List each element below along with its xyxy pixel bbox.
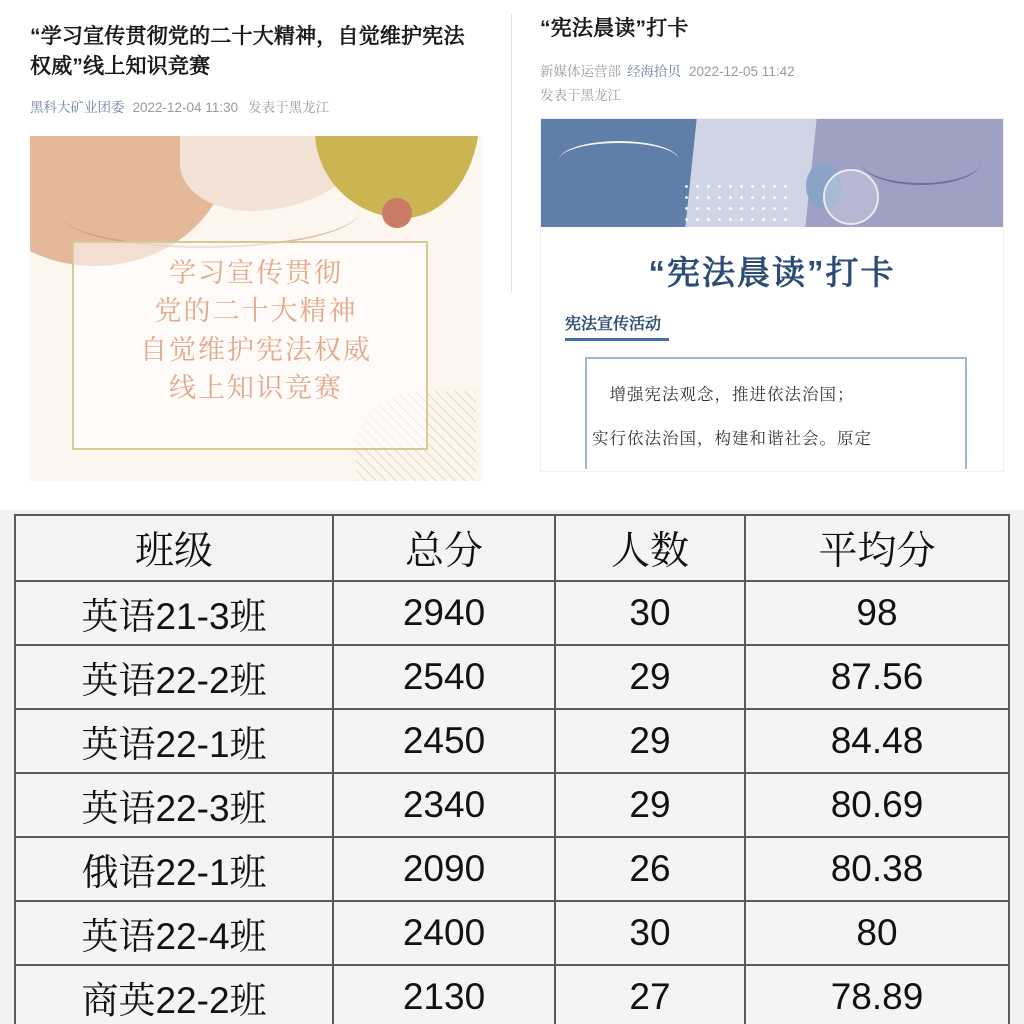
poster-quote-box (585, 357, 967, 469)
column-header-average: 平均分 (745, 515, 1009, 581)
table-row (15, 581, 1009, 645)
table-row (15, 837, 1009, 901)
article-location-right: 发表于黑龙江 (540, 88, 621, 104)
cell-count: 26 (555, 837, 745, 901)
article-author-left[interactable]: 黑科大矿业团委 (30, 99, 125, 115)
cell-count: 29 (555, 773, 745, 837)
article-department-right: 新媒体运营部 (540, 63, 621, 79)
cell-count: 30 (555, 581, 745, 645)
article-date-right: 2022-12-05 11:42 (689, 63, 795, 79)
column-header-total: 总分 (333, 515, 555, 581)
cell-average: 84.48 (745, 709, 1009, 773)
poster-circle-outline (823, 169, 879, 225)
cell-count: 29 (555, 645, 745, 709)
cell-average: 87.56 (745, 645, 1009, 709)
table-row (15, 901, 1009, 965)
column-header-count: 人数 (555, 515, 745, 581)
article-title-left: “学习宣传贯彻党的二十大精神，自觉维护宪法权威”线上知识竞赛 (30, 25, 465, 78)
cell-class: 英语22-2班 (15, 645, 333, 709)
poster-line-2: 党的二十大精神 (154, 296, 358, 327)
article-date-left: 2022-12-04 11:30 (132, 99, 239, 115)
article-meta-left (30, 96, 482, 120)
cell-average: 98 (745, 581, 1009, 645)
table-header-row (15, 515, 1009, 581)
scores-table (14, 514, 1010, 1024)
cell-total: 2130 (333, 965, 555, 1024)
article-title-right: “宪法晨读”打卡 (540, 17, 689, 40)
poster-line-1: 学习宣传贯彻 (169, 257, 343, 288)
article-poster-right (540, 118, 1004, 472)
cell-total: 2340 (333, 773, 555, 837)
cell-class: 商英22-2班 (15, 965, 333, 1024)
cell-total: 2940 (333, 581, 555, 645)
poster-quote-line-1: 增强宪法观念，推进依法治国； (609, 386, 855, 405)
poster-wave-line (60, 176, 360, 248)
cell-count: 30 (555, 901, 745, 965)
cell-average: 80.38 (745, 837, 1009, 901)
poster-quote-line-2: 实行依法治国，构建和谐社会。原定 (592, 430, 872, 449)
article-card-left[interactable] (0, 0, 512, 512)
poster-text-left (30, 254, 482, 407)
poster-dot-grid (681, 181, 791, 221)
table-row (15, 965, 1009, 1024)
cell-count: 27 (555, 965, 745, 1024)
article-meta-right (540, 60, 1002, 109)
cell-total: 2400 (333, 901, 555, 965)
table-row (15, 645, 1009, 709)
cell-average: 80 (745, 901, 1009, 965)
cell-total: 2540 (333, 645, 555, 709)
article-card-right[interactable] (512, 0, 1024, 512)
article-account-right[interactable]: 经海拾贝 (627, 63, 681, 79)
scores-table-region (0, 510, 1024, 1024)
poster-line-4: 线上知识竞赛 (169, 372, 343, 403)
cell-class: 英语22-1班 (15, 709, 333, 773)
poster-subtitle-underline (565, 338, 669, 341)
cell-class: 俄语22-1班 (15, 837, 333, 901)
column-header-class: 班级 (15, 515, 333, 581)
poster-dot (382, 198, 412, 228)
table-row (15, 709, 1009, 773)
cell-count: 29 (555, 709, 745, 773)
cell-class: 英语22-3班 (15, 773, 333, 837)
cell-average: 78.89 (745, 965, 1009, 1024)
cell-class: 英语22-4班 (15, 901, 333, 965)
table-row (15, 773, 1009, 837)
cell-total: 2450 (333, 709, 555, 773)
article-poster-left (30, 136, 482, 481)
poster-title-right: “宪法晨读”打卡 (648, 254, 896, 292)
poster-subtitle-right: 宪法宣传活动 (565, 316, 662, 334)
cell-class: 英语21-3班 (15, 581, 333, 645)
cell-average: 80.69 (745, 773, 1009, 837)
poster-line-3: 自觉维护宪法权威 (140, 334, 372, 365)
article-location-left: 发表于黑龙江 (248, 99, 330, 115)
cell-total: 2090 (333, 837, 555, 901)
